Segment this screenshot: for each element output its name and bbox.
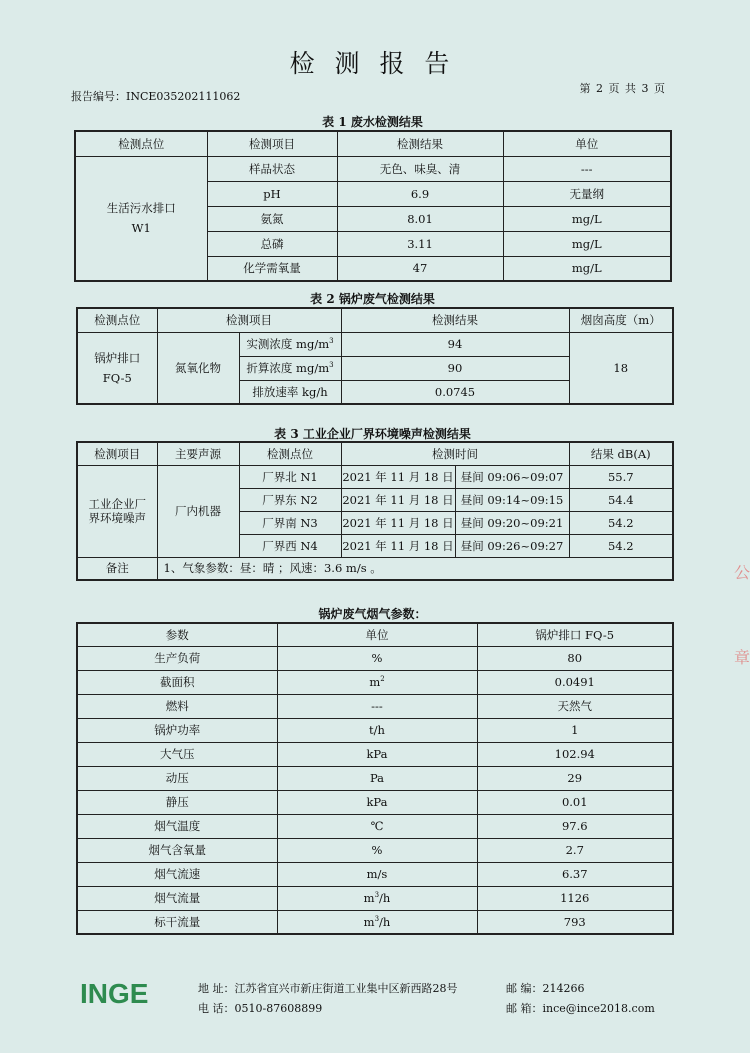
table-header-row <box>77 442 673 465</box>
table-header: 结果 dB(A) <box>569 442 673 465</box>
sampling-point: 生活污水排口 <box>106 201 176 216</box>
report-number: 报告编号：INCE035202111062 <box>71 90 241 103</box>
table-cell: --- <box>277 694 477 718</box>
table-cell: 烟气流量 <box>77 886 277 910</box>
table-cell: $m^3/h$ <box>277 886 477 910</box>
table-cell: 2021 年 11 月 18 日 <box>341 488 455 511</box>
table-cell: 2.7 <box>477 838 673 862</box>
table1-caption: 表 1 废水检测结果 <box>322 115 423 129</box>
table-cell: 54.2 <box>569 534 673 557</box>
sampling-point-cell <box>77 332 157 404</box>
table-cell: 锅炉功率 <box>77 718 277 742</box>
table-cell: 0.01 <box>477 790 673 814</box>
table-cell: 94 <box>341 332 569 356</box>
table-row <box>77 718 673 742</box>
table-cell: 8.01 <box>337 206 503 231</box>
table-cell: % <box>277 646 477 670</box>
table-cell: 标干流量 <box>77 910 277 934</box>
table-header: 检测结果 <box>341 308 569 332</box>
table-header: 检测项目 <box>77 442 157 465</box>
table-cell: 厂界北 N1 <box>239 465 341 488</box>
table-cell: 排放速率 kg/h <box>239 380 341 404</box>
footer-postcode: 邮 编：214266 <box>506 982 585 995</box>
table-cell: 天然气 <box>477 694 673 718</box>
table-header-row <box>77 623 673 646</box>
remark-row <box>77 557 673 580</box>
noise-item: 工业企业厂 <box>88 497 146 511</box>
table-cell: 截面积 <box>77 670 277 694</box>
table-cell: 昼间 09:20~09:21 <box>455 511 569 534</box>
table-cell: 54.2 <box>569 511 673 534</box>
table-cell: 烟气温度 <box>77 814 277 838</box>
table-header: 检测项目 <box>157 308 341 332</box>
table-cell: --- <box>503 156 671 181</box>
table-cell: 昼间 09:14~09:15 <box>455 488 569 511</box>
table-cell: 大气压 <box>77 742 277 766</box>
table-cell: 793 <box>477 910 673 934</box>
table-cell: pH <box>207 181 337 206</box>
table-cell: 47 <box>337 256 503 281</box>
noise-source: 厂内机器 <box>157 465 239 557</box>
table-cell: 0.0491 <box>477 670 673 694</box>
table-cell: ℃ <box>277 814 477 838</box>
table-cell: 97.6 <box>477 814 673 838</box>
footer-address: 地 址：江苏省宜兴市新庄街道工业集中区新西路28号 <box>198 982 458 995</box>
table-cell: 厂界东 N2 <box>239 488 341 511</box>
table-cell: 动压 <box>77 766 277 790</box>
table-cell: 2021 年 11 月 18 日 <box>341 511 455 534</box>
stack-height: 18 <box>569 332 673 404</box>
table-cell: 90 <box>341 356 569 380</box>
table-cell: 无量纲 <box>503 181 671 206</box>
table-cell: 烟气流速 <box>77 862 277 886</box>
table-cell: $m^3/h$ <box>277 910 477 934</box>
table-cell: 实测浓度 $mg/m^3$ <box>239 332 341 356</box>
logo-text: INGE <box>80 978 149 1009</box>
table-row <box>77 332 673 356</box>
sampling-point: 锅炉排口 <box>94 350 141 365</box>
test-item: 氮氧化物 <box>157 332 239 404</box>
table-row <box>77 838 673 862</box>
table-header: 主要声源 <box>157 442 239 465</box>
table-cell: 3.11 <box>337 231 503 256</box>
table-header: 单位 <box>503 131 671 156</box>
table-cell: 55.7 <box>569 465 673 488</box>
sampling-point-id: W1 <box>131 221 151 236</box>
footer-phone: 电 话：0510-87608899 <box>198 1002 323 1015</box>
table-cell: 54.4 <box>569 488 673 511</box>
table-row <box>77 670 673 694</box>
table-header: 检测结果 <box>337 131 503 156</box>
table-row <box>77 694 673 718</box>
table-cell: 昼间 09:26~09:27 <box>455 534 569 557</box>
company-logo <box>80 978 168 1008</box>
table-header: 检测项目 <box>207 131 337 156</box>
table-cell: 6.9 <box>337 181 503 206</box>
table-cell: 80 <box>477 646 673 670</box>
table-cell: 29 <box>477 766 673 790</box>
table-cell: m/s <box>277 862 477 886</box>
noise-table <box>76 441 674 581</box>
table-header: 烟囱高度（m） <box>569 308 673 332</box>
table-row <box>77 766 673 790</box>
noise-item-cell <box>77 465 157 557</box>
table3-caption: 表 3 工业企业厂界环境噪声检测结果 <box>274 427 471 441</box>
table-cell: $m^2$ <box>277 670 477 694</box>
table-cell: mg/L <box>503 231 671 256</box>
table-row <box>77 814 673 838</box>
table-row <box>77 790 673 814</box>
table-cell: 静压 <box>77 790 277 814</box>
table-cell: 总磷 <box>207 231 337 256</box>
table-cell: Pa <box>277 766 477 790</box>
table-cell: kPa <box>277 742 477 766</box>
table-cell: 折算浓度 $mg/m^3$ <box>239 356 341 380</box>
boiler-gas-table <box>76 307 674 405</box>
stamp-fragment: 章 <box>734 648 750 667</box>
wastewater-table <box>74 130 672 282</box>
sampling-point-cell <box>75 156 207 281</box>
table-header: 检测点位 <box>77 308 157 332</box>
table-row <box>77 862 673 886</box>
table-row <box>77 465 673 488</box>
table-cell: 燃料 <box>77 694 277 718</box>
table4-caption: 锅炉废气烟气参数： <box>318 607 427 621</box>
flue-gas-parameters-table <box>76 622 674 935</box>
table-cell: kPa <box>277 790 477 814</box>
table-cell: 1 <box>477 718 673 742</box>
table-header-row <box>77 308 673 332</box>
table-cell: 2021 年 11 月 18 日 <box>341 534 455 557</box>
page-number: 第 2 页 共 3 页 <box>579 82 665 95</box>
table-header: 检测点位 <box>75 131 207 156</box>
table-cell: 102.94 <box>477 742 673 766</box>
table-header: 参数 <box>77 623 277 646</box>
table2-caption: 表 2 锅炉废气检测结果 <box>310 292 435 306</box>
table-cell: % <box>277 838 477 862</box>
table-cell: 样品状态 <box>207 156 337 181</box>
table-row <box>77 886 673 910</box>
page-title: 检 测 报 告 <box>289 49 456 78</box>
table-header-row <box>75 131 671 156</box>
table-cell: 化学需氧量 <box>207 256 337 281</box>
table-cell: 6.37 <box>477 862 673 886</box>
table-cell: t/h <box>277 718 477 742</box>
table-cell: 烟气含氧量 <box>77 838 277 862</box>
stamp-fragment: 公 <box>734 563 750 582</box>
table-header: 锅炉排口 FQ-5 <box>477 623 673 646</box>
table-cell: 1126 <box>477 886 673 910</box>
table-row <box>77 646 673 670</box>
table-row <box>75 156 671 181</box>
table-header: 检测时间 <box>341 442 569 465</box>
table-cell: mg/L <box>503 206 671 231</box>
table-cell: mg/L <box>503 256 671 281</box>
table-cell: 厂界西 N4 <box>239 534 341 557</box>
noise-item: 界环境噪声 <box>88 511 146 525</box>
table-cell: 0.0745 <box>341 380 569 404</box>
table-row <box>77 910 673 934</box>
table-cell: 昼间 09:06~09:07 <box>455 465 569 488</box>
table-cell: 无色、味臭、清 <box>337 156 503 181</box>
table-cell: 2021 年 11 月 18 日 <box>341 465 455 488</box>
table-cell: 生产负荷 <box>77 646 277 670</box>
table-header: 检测点位 <box>239 442 341 465</box>
remark-text: 1、气象参数：昼：晴 ；风速：3.6 m/s 。 <box>157 557 673 580</box>
table-cell: 氨氮 <box>207 206 337 231</box>
table-header: 单位 <box>277 623 477 646</box>
remark-label: 备注 <box>77 557 157 580</box>
table-row <box>77 742 673 766</box>
sampling-point-id: FQ-5 <box>102 370 132 385</box>
table-cell: 厂界南 N3 <box>239 511 341 534</box>
footer-email: 邮 箱：ince@ince2018.com <box>506 1002 655 1015</box>
